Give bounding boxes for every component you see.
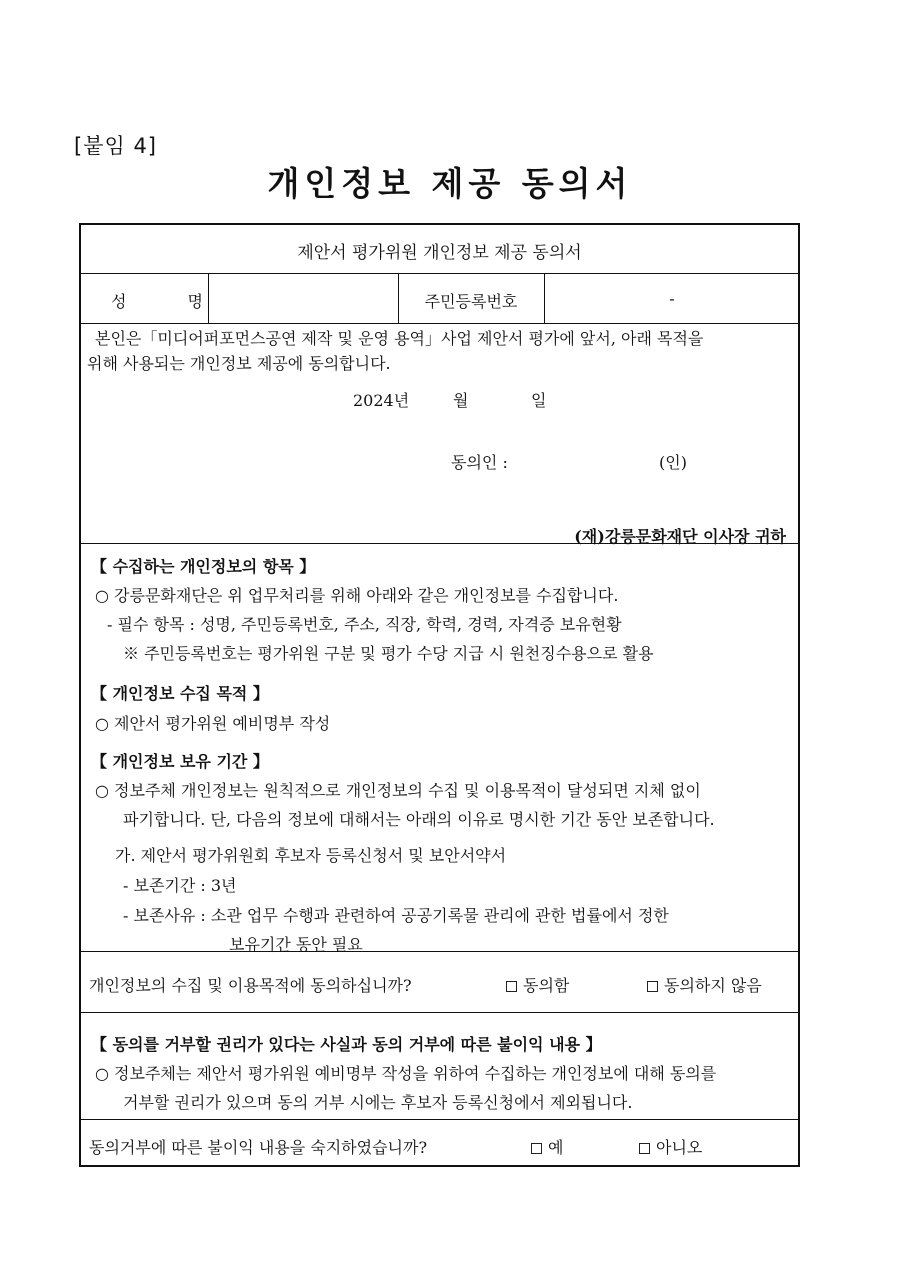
collect-items-heading: 【 수집하는 개인정보의 항목 】 — [91, 557, 316, 576]
consent-statement-line2: 위해 사용되는 개인정보 제공에 동의합니다. — [87, 354, 391, 373]
refusal-no-option[interactable] — [639, 1135, 702, 1158]
refusal-no-label: 아니오 — [656, 1138, 703, 1157]
retention-line1: ○ 정보주체 개인정보는 원칙적으로 개인정보의 수집 및 이용목적이 달성되면 지체 없이 — [95, 781, 701, 800]
date-year: 2024년 — [353, 391, 410, 410]
checkbox-yes[interactable] — [531, 1143, 542, 1154]
consent-statement-line1: 본인은「미디어퍼포먼스공연 제작 및 운영 용역」사업 제안서 평가에 앞서, 아래 목적을 — [95, 329, 704, 348]
addressee: (재)강릉문화재단 이사장 귀하 — [574, 527, 786, 546]
divider — [81, 273, 798, 274]
agree-no-option[interactable] — [647, 973, 762, 996]
agree-yes-option[interactable] — [506, 973, 569, 996]
refusal-yes-option[interactable] — [531, 1135, 563, 1158]
agree-no-label: 동의하지 않음 — [664, 976, 762, 995]
checkbox-disagree[interactable] — [647, 981, 658, 992]
date-month: 월 — [453, 391, 469, 410]
consent-form — [79, 223, 800, 1167]
collect-items-line2: - 필수 항목 : 성명, 주민등록번호, 주소, 직장, 학력, 경력, 자격증 보유현황 — [107, 615, 622, 634]
purpose-heading: 【 개인정보 수집 목적 】 — [91, 684, 269, 703]
refusal-line2: 거부할 권리가 있으며 동의 거부 시에는 후보자 등록신청에서 제외됩니다. — [123, 1093, 633, 1112]
signer-label: 동의인 : — [451, 453, 508, 472]
retention-heading: 【 개인정보 보유 기간 】 — [91, 752, 269, 771]
agree-yes-label: 동의함 — [523, 976, 570, 995]
attachment-label: [붙임 4] — [74, 134, 157, 158]
agree-question: 개인정보의 수집 및 이용목적에 동의하십니까? — [89, 976, 412, 995]
divider — [81, 543, 798, 544]
refusal-yes-label: 예 — [548, 1138, 564, 1157]
divider — [208, 273, 209, 323]
retention-period: - 보존기간 : 3년 — [123, 876, 237, 895]
collect-items-note: ※ 주민등록번호는 평가위원 구분 및 평가 수당 지급 시 원천징수용으로 활용 — [123, 644, 654, 663]
page-title: 개인정보 제공 동의서 — [267, 164, 633, 203]
seal-label: (인) — [659, 453, 687, 472]
retention-line2: 파기합니다. 단, 다음의 정보에 대해서는 아래의 이유로 명시한 기간 동안 보존합니다. — [123, 810, 715, 829]
collect-items-line1: ○ 강릉문화재단은 위 업무처리를 위해 아래와 같은 개인정보를 수집합니다. — [95, 586, 619, 605]
checkbox-no[interactable] — [639, 1143, 650, 1154]
rrn-field[interactable]: - — [669, 289, 675, 308]
refusal-heading: 【 동의를 거부할 권리가 있다는 사실과 동의 거부에 따른 불이익 내용 】 — [91, 1035, 602, 1054]
retention-reason-cont: 보유기간 동안 필요 — [229, 935, 363, 954]
date-day: 일 — [531, 391, 547, 410]
refusal-question: 동의거부에 따른 불이익 내용을 숙지하였습니까? — [89, 1138, 428, 1157]
divider — [81, 1012, 798, 1013]
divider — [81, 323, 798, 324]
divider — [81, 951, 798, 952]
purpose-line1: ○ 제안서 평가위원 예비명부 작성 — [95, 714, 331, 733]
divider — [81, 1119, 798, 1120]
refusal-line1: ○ 정보주체는 제안서 평가위원 예비명부 작성을 위하여 수집하는 개인정보에 대해 동의를 — [95, 1064, 717, 1083]
name-label: 성 명 — [111, 292, 231, 311]
retention-reason: - 보존사유 : 소관 업무 수행과 관련하여 공공기록물 관리에 관한 법률에서 정한 — [123, 906, 669, 925]
rrn-label: 주민등록번호 — [424, 292, 518, 311]
checkbox-agree[interactable] — [506, 981, 517, 992]
retention-line3: 가. 제안서 평가위원회 후보자 등록신청서 및 보안서약서 — [115, 846, 507, 865]
form-sub-title: 제안서 평가위원 개인정보 제공 동의서 — [297, 243, 582, 263]
